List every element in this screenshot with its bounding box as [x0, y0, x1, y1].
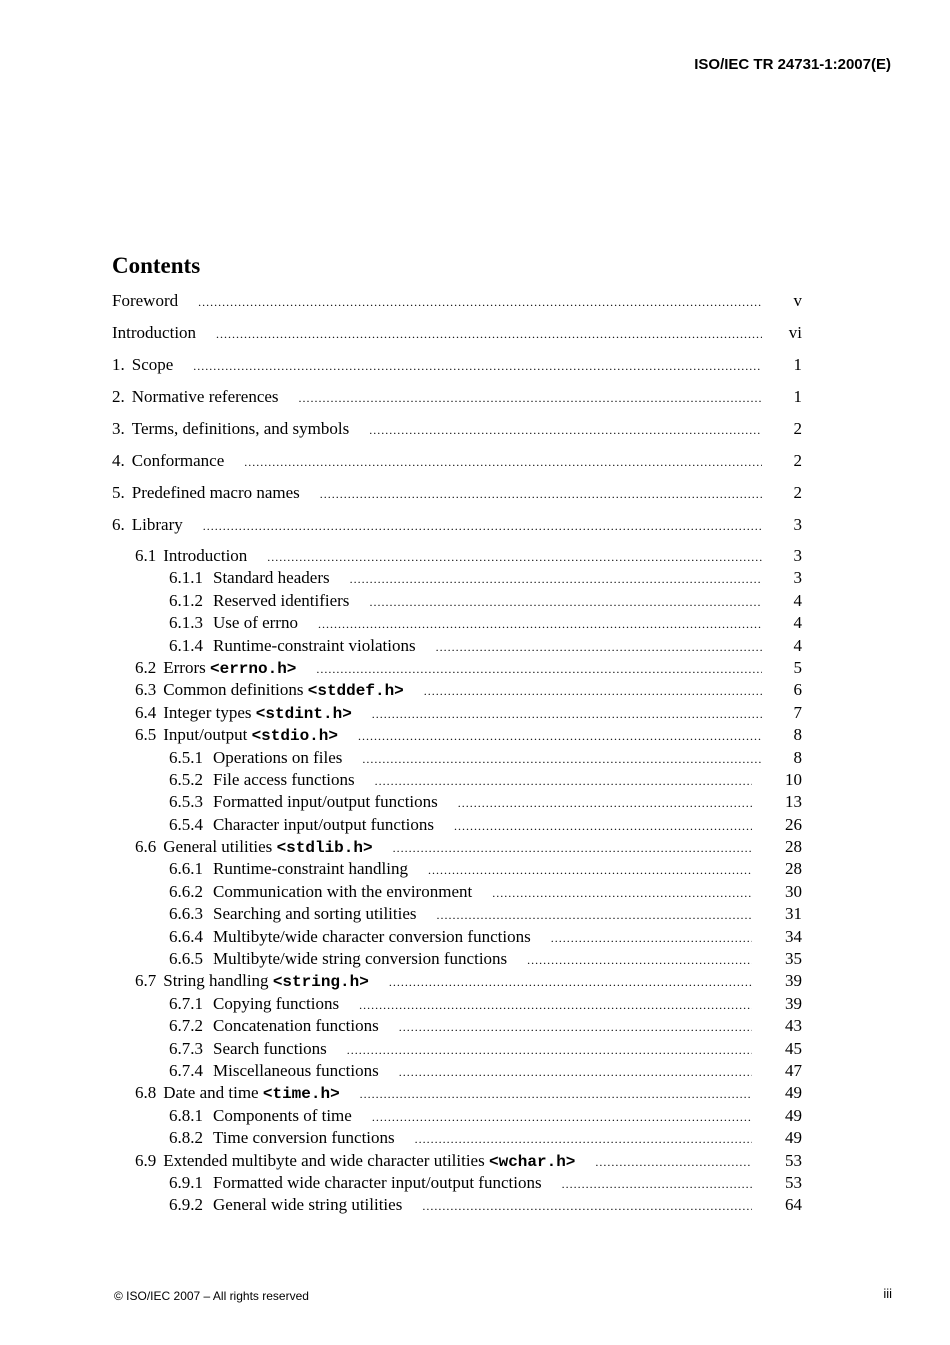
toc-entry-number: 6.6.4	[169, 926, 203, 946]
toc-entry-text: Standard headers	[213, 568, 330, 588]
toc-entry-label	[169, 1127, 395, 1149]
toc-entry-page: 2	[793, 419, 802, 438]
toc-entry-text: Predefined macro names	[131, 483, 300, 502]
toc-entry-page: 43	[785, 1016, 802, 1036]
toc-entry-text: General wide string utilities	[213, 1195, 403, 1215]
toc-entry-text: Integer types	[163, 702, 252, 722]
document-identifier: ISO/IEC TR 24731-1:2007(E)	[694, 56, 891, 73]
toc-entry-header-file: <stdlib.h>	[276, 839, 373, 858]
toc-entry-text: Runtime-constraint handling	[213, 859, 408, 879]
toc-entry-number: 6.	[112, 515, 125, 534]
toc-dot-leader	[458, 792, 752, 814]
toc-dot-leader	[595, 1151, 752, 1173]
toc-entry-header-file: <stddef.h>	[307, 682, 404, 701]
toc-entry-text: Character input/output functions	[213, 814, 434, 834]
toc-entry-number: 6.6.3	[169, 904, 203, 924]
toc-entry[interactable]	[112, 881, 802, 903]
toc-entry-page: 39	[785, 993, 802, 1013]
toc-entry-page: v	[793, 291, 802, 310]
toc-entry[interactable]	[112, 1082, 802, 1104]
toc-entry-page: 53	[785, 1172, 802, 1192]
toc-dot-leader	[454, 815, 752, 837]
toc-entry-number: 6.6.2	[169, 881, 203, 901]
toc-entry[interactable]	[112, 791, 802, 813]
toc-entry-number: 6.1.1	[169, 568, 203, 588]
page-number: iii	[883, 1286, 892, 1301]
toc-entry-label	[169, 635, 416, 657]
toc-dot-leader	[193, 354, 762, 378]
toc-entry-header-file: <stdio.h>	[251, 727, 338, 746]
toc-entry-label	[169, 791, 438, 813]
toc-entry-page: 49	[785, 1105, 802, 1125]
toc-entry-number: 6.1.4	[169, 635, 203, 655]
toc-entry-text: Foreword	[112, 291, 179, 310]
toc-entry-page: 4	[793, 635, 802, 655]
toc-dot-leader	[318, 613, 762, 635]
toc-entry[interactable]	[112, 970, 802, 992]
toc-dot-leader	[428, 859, 752, 881]
toc-entry-number: 6.1.3	[169, 613, 203, 633]
toc-dot-leader	[372, 703, 762, 725]
toc-entry-page: 39	[785, 971, 802, 991]
toc-entry-number: 6.5	[135, 725, 157, 745]
toc-entry-text: Reserved identifiers	[213, 590, 350, 610]
toc-entry-label	[169, 993, 339, 1015]
toc-entry-page: 1	[793, 355, 802, 374]
toc-entry[interactable]	[112, 903, 802, 925]
toc-entry[interactable]	[112, 836, 802, 858]
toc-entry-number: 3.	[112, 419, 125, 438]
toc-entry[interactable]	[112, 926, 802, 948]
toc-entry[interactable]	[112, 417, 802, 449]
toc-entry-number: 6.7.2	[169, 1016, 203, 1036]
toc-entry-header-file: <errno.h>	[209, 659, 297, 678]
toc-entry[interactable]	[112, 353, 802, 385]
toc-entry[interactable]	[112, 993, 802, 1015]
toc-entry-page: vi	[788, 323, 802, 342]
toc-entry-page: 5	[793, 657, 802, 677]
toc-entry-label	[169, 903, 417, 925]
toc-dot-leader	[424, 680, 762, 702]
toc-entry[interactable]	[112, 1127, 802, 1149]
toc-entry-label	[135, 545, 247, 567]
toc-entry-page: 10	[785, 769, 802, 789]
toc-dot-leader	[316, 658, 762, 680]
toc-dot-leader	[299, 386, 762, 410]
toc-entry-number: 6.4	[135, 702, 157, 722]
toc-entry-page: 6	[793, 680, 802, 700]
toc-entry-text: Multibyte/wide character conversion functions	[213, 926, 531, 946]
toc-entry-text: Search functions	[213, 1038, 327, 1058]
toc-entry[interactable]	[112, 612, 802, 634]
toc-entry-label	[169, 1060, 379, 1082]
toc-entry[interactable]	[112, 702, 802, 724]
toc-entry[interactable]	[112, 769, 802, 791]
toc-entry-text: Formatted wide character input/output functions	[213, 1172, 542, 1192]
toc-entry-label	[112, 417, 349, 441]
toc-entry-page: 28	[785, 837, 802, 857]
toc-entry-page: 35	[785, 949, 802, 969]
toc-entry-number: 1.	[112, 355, 125, 374]
toc-entry-number: 6.6	[135, 837, 157, 857]
toc-dot-leader	[422, 1195, 752, 1217]
toc-entry[interactable]	[112, 321, 802, 353]
toc-dot-leader	[551, 927, 752, 949]
toc-entry-text: Errors	[163, 657, 206, 677]
toc-entry[interactable]	[112, 481, 802, 513]
toc-entry-text: Common definitions	[163, 680, 304, 700]
toc-entry-text: Conformance	[131, 451, 225, 470]
toc-entry-text: Copying functions	[213, 993, 340, 1013]
toc-entry-label	[112, 513, 183, 537]
toc-entry-page: 49	[785, 1083, 802, 1103]
toc-entry-label	[169, 881, 472, 903]
toc-entry-number: 6.1.2	[169, 590, 203, 610]
toc-entry[interactable]	[112, 747, 802, 769]
toc-entry-number: 6.2	[135, 657, 157, 677]
toc-entry[interactable]	[112, 948, 802, 970]
toc-entry[interactable]	[112, 590, 802, 612]
toc-dot-leader	[347, 1039, 752, 1061]
toc-entry[interactable]	[112, 385, 802, 417]
toc-entry-label	[169, 948, 507, 970]
toc-entry[interactable]	[112, 449, 802, 481]
toc-entry-page: 30	[785, 881, 802, 901]
toc-dot-leader	[562, 1173, 752, 1195]
toc-entry-text: Terms, definitions, and symbols	[131, 419, 350, 438]
toc-entry[interactable]	[112, 567, 802, 589]
table-of-contents	[112, 289, 802, 1217]
toc-entry-text: Components of time	[213, 1105, 352, 1125]
toc-entry-number: 6.9	[135, 1150, 157, 1170]
toc-entry-page: 28	[785, 859, 802, 879]
toc-entry-number: 6.9.2	[169, 1195, 203, 1215]
toc-dot-leader	[358, 725, 762, 747]
toc-dot-leader	[320, 482, 762, 506]
toc-entry-page: 8	[793, 725, 802, 745]
toc-entry-page: 13	[785, 792, 802, 812]
toc-entry-page: 4	[793, 613, 802, 633]
toc-entry-text: Library	[131, 515, 183, 534]
toc-entry-text: Multibyte/wide string conversion functions	[213, 949, 508, 969]
contents-title: Contents	[112, 253, 201, 278]
toc-entry-number: 5.	[112, 483, 125, 502]
toc-entry-number: 6.7.4	[169, 1060, 203, 1080]
toc-dot-leader	[492, 882, 752, 904]
toc-entry[interactable]	[112, 1060, 802, 1082]
toc-dot-leader	[436, 636, 762, 658]
toc-entry-label	[169, 612, 298, 634]
toc-dot-leader	[362, 748, 762, 770]
toc-entry-header-file: <string.h>	[272, 973, 369, 992]
toc-entry-label	[135, 970, 369, 993]
toc-entry-text: General utilities	[163, 837, 273, 857]
toc-dot-leader	[375, 770, 752, 792]
toc-entry[interactable]	[112, 289, 802, 321]
toc-dot-leader	[393, 837, 752, 859]
toc-entry-text: Date and time	[163, 1083, 259, 1103]
toc-entry[interactable]	[112, 1015, 802, 1037]
toc-entry-number: 6.8.1	[169, 1105, 203, 1125]
toc-entry-label	[135, 679, 404, 702]
toc-dot-leader	[267, 546, 762, 568]
toc-dot-leader	[198, 290, 762, 314]
toc-entry-text: Normative references	[131, 387, 279, 406]
toc-entry-number: 6.1	[135, 546, 157, 565]
toc-entry-label	[169, 926, 531, 948]
toc-entry-label	[169, 590, 349, 612]
toc-entry-text: Use of errno	[213, 613, 298, 633]
toc-entry[interactable]	[112, 513, 802, 545]
toc-entry-text: Introduction	[163, 546, 248, 565]
toc-entry-label	[135, 1082, 340, 1105]
toc-entry-number: 6.7.3	[169, 1038, 203, 1058]
toc-entry-number: 6.7	[135, 971, 157, 991]
toc-dot-leader	[527, 949, 752, 971]
toc-entry[interactable]	[112, 1105, 802, 1127]
toc-entry-label	[169, 1172, 542, 1194]
toc-entry-text: Extended multibyte and wide character utilities	[163, 1150, 485, 1170]
toc-entry-label	[112, 321, 196, 345]
toc-entry-number: 6.6.5	[169, 949, 203, 969]
toc-entry-text: Operations on files	[213, 747, 343, 767]
toc-dot-leader	[437, 904, 753, 926]
toc-entry-label	[169, 1194, 402, 1216]
toc-dot-leader	[369, 591, 762, 613]
toc-dot-leader	[360, 1083, 752, 1105]
toc-entry-label	[135, 1150, 575, 1173]
toc-entry-page: 2	[793, 451, 802, 470]
toc-entry-label	[169, 1105, 352, 1127]
toc-entry-number: 2.	[112, 387, 125, 406]
toc-entry[interactable]	[112, 679, 802, 701]
toc-entry-text: Runtime-constraint violations	[213, 635, 416, 655]
toc-entry-text: Input/output	[163, 725, 248, 745]
toc-entry-number: 6.8	[135, 1083, 157, 1103]
toc-entry-label	[135, 702, 352, 725]
toc-entry-number: 6.5.2	[169, 769, 203, 789]
toc-dot-leader	[399, 1016, 752, 1038]
toc-entry-number: 6.5.1	[169, 747, 203, 767]
toc-entry-text: File access functions	[213, 769, 355, 789]
copyright-notice: © ISO/IEC 2007 – All rights reserved	[114, 1289, 309, 1303]
toc-entry-label	[169, 814, 434, 836]
toc-dot-leader	[415, 1128, 752, 1150]
toc-entry-page: 45	[785, 1038, 802, 1058]
toc-entry-label	[112, 289, 178, 313]
toc-entry-label	[169, 567, 330, 589]
toc-dot-leader	[372, 1106, 752, 1128]
toc-entry-text: Searching and sorting utilities	[213, 904, 417, 924]
toc-entry-text: Communication with the environment	[213, 881, 473, 901]
toc-entry[interactable]	[112, 635, 802, 657]
toc-dot-leader	[216, 322, 762, 346]
toc-entry-header-file: <stdint.h>	[255, 704, 352, 723]
toc-entry[interactable]	[112, 814, 802, 836]
toc-entry-page: 7	[793, 702, 802, 722]
toc-entry-label	[112, 353, 173, 377]
toc-entry-header-file: <wchar.h>	[488, 1152, 576, 1171]
toc-dot-leader	[399, 1061, 752, 1083]
toc-entry[interactable]	[112, 724, 802, 746]
toc-entry-label	[169, 747, 342, 769]
toc-entry-page: 3	[793, 568, 802, 588]
toc-entry-number: 6.3	[135, 680, 157, 700]
toc-entry-text: String handling	[163, 971, 269, 991]
toc-entry-label	[135, 657, 296, 680]
toc-entry-number: 6.8.2	[169, 1128, 203, 1148]
toc-dot-leader	[369, 418, 762, 442]
toc-entry-text: Concatenation functions	[213, 1016, 379, 1036]
toc-entry-page: 47	[785, 1060, 802, 1080]
toc-entry-label	[169, 769, 355, 791]
toc-entry-label	[169, 1015, 379, 1037]
toc-entry-page: 53	[785, 1150, 802, 1170]
toc-entry[interactable]	[112, 545, 802, 567]
toc-entry-label	[112, 449, 224, 473]
toc-entry-page: 3	[793, 546, 802, 565]
toc-dot-leader	[203, 514, 762, 538]
toc-entry-page: 34	[785, 926, 802, 946]
toc-entry[interactable]	[112, 1194, 802, 1216]
toc-entry-label	[135, 724, 338, 747]
toc-dot-leader	[350, 568, 762, 590]
toc-entry-page: 3	[793, 515, 802, 534]
toc-entry-number: 6.5.3	[169, 792, 203, 812]
toc-entry-page: 8	[793, 747, 802, 767]
toc-entry-page: 1	[793, 387, 802, 406]
toc-entry-header-file: <time.h>	[262, 1085, 340, 1104]
toc-dot-leader	[389, 971, 752, 993]
toc-entry-text: Introduction	[112, 323, 197, 342]
toc-entry-label	[112, 481, 300, 505]
toc-entry-label	[169, 858, 408, 880]
toc-dot-leader	[244, 450, 762, 474]
toc-entry-number: 6.6.1	[169, 859, 203, 879]
toc-entry-page: 4	[793, 590, 802, 610]
toc-entry[interactable]	[112, 858, 802, 880]
toc-entry-page: 64	[785, 1195, 802, 1215]
toc-entry-number: 6.7.1	[169, 993, 203, 1013]
toc-entry[interactable]	[112, 657, 802, 679]
toc-entry-label	[135, 836, 373, 859]
toc-entry-page: 2	[793, 483, 802, 502]
toc-entry[interactable]	[112, 1038, 802, 1060]
toc-entry-text: Miscellaneous functions	[213, 1060, 379, 1080]
toc-dot-leader	[359, 994, 752, 1016]
toc-entry-label	[112, 385, 279, 409]
toc-entry-page: 49	[785, 1128, 802, 1148]
toc-entry-text: Scope	[131, 355, 174, 374]
toc-entry-number: 6.5.4	[169, 814, 203, 834]
toc-entry-page: 31	[785, 904, 802, 924]
toc-entry-number: 4.	[112, 451, 125, 470]
toc-entry[interactable]	[112, 1150, 802, 1172]
toc-entry-text: Time conversion functions	[213, 1128, 395, 1148]
toc-entry-page: 26	[785, 814, 802, 834]
toc-entry[interactable]	[112, 1172, 802, 1194]
toc-entry-text: Formatted input/output functions	[213, 792, 438, 812]
toc-entry-label	[169, 1038, 327, 1060]
toc-entry-number: 6.9.1	[169, 1172, 203, 1192]
